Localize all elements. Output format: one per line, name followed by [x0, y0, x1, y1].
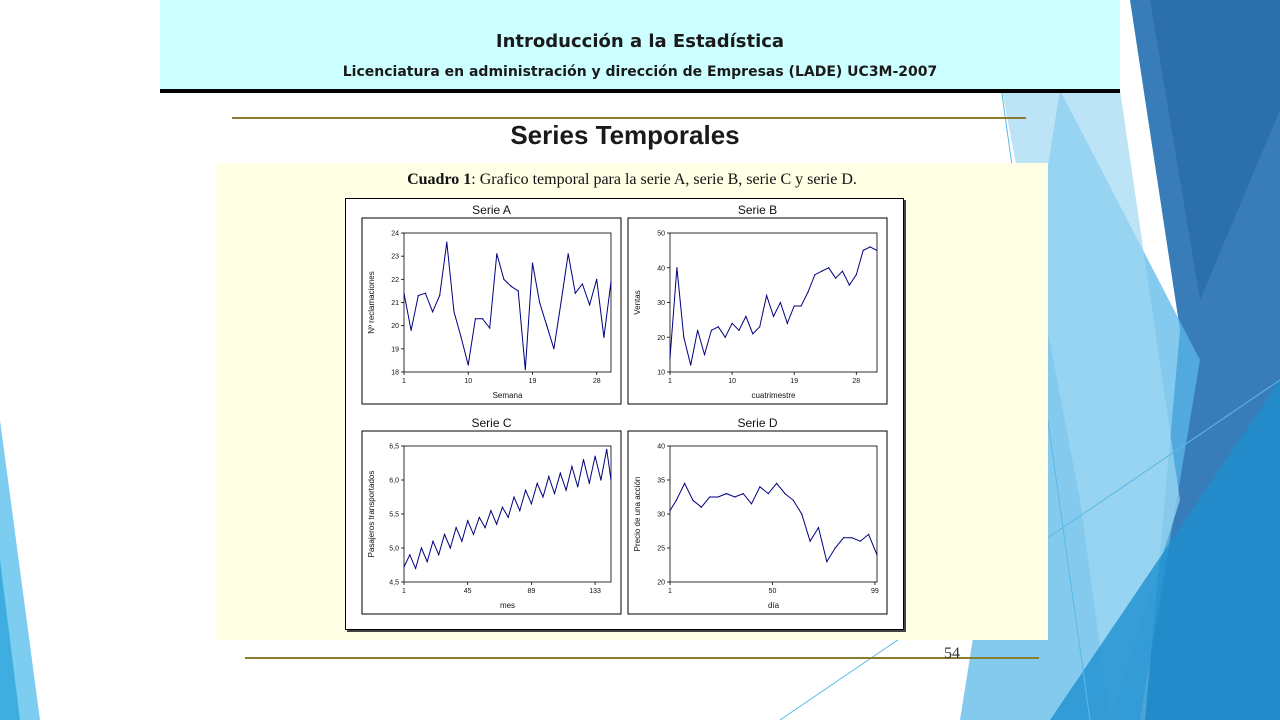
x-axis-label: mes — [499, 601, 516, 610]
data-point — [692, 500, 693, 501]
data-point — [780, 302, 781, 303]
data-point — [589, 304, 590, 305]
data-point — [575, 293, 576, 294]
chart-frame — [362, 431, 621, 614]
data-point — [709, 496, 710, 497]
data-point — [745, 316, 746, 317]
data-point — [577, 486, 578, 487]
data-point — [496, 253, 497, 254]
data-point — [851, 537, 852, 538]
data-point — [870, 246, 871, 247]
chart-frame — [628, 431, 887, 614]
x-tick-label: 10 — [464, 378, 473, 385]
data-point — [525, 369, 526, 370]
data-point — [513, 496, 514, 497]
y-tick-label: 30 — [657, 511, 665, 519]
data-point — [582, 283, 583, 284]
data-point — [856, 274, 857, 275]
data-point — [793, 500, 794, 501]
data-point — [473, 534, 474, 535]
y-tick-label: 5,0 — [389, 545, 399, 553]
data-point — [532, 263, 533, 264]
data-point — [768, 493, 769, 494]
data-point — [583, 459, 584, 460]
slide-header — [160, 0, 1120, 93]
x-tick-label: 1 — [668, 588, 672, 595]
data-point — [863, 250, 864, 251]
y-tick-label: 6,0 — [389, 477, 399, 485]
data-point — [518, 290, 519, 291]
data-point — [809, 541, 810, 542]
data-point — [807, 291, 808, 292]
y-tick-label: 35 — [657, 477, 665, 485]
data-point — [502, 507, 503, 508]
charts-svg — [346, 199, 903, 629]
data-point — [717, 496, 718, 497]
x-tick-label: 1 — [402, 588, 406, 595]
y-tick-label: 20 — [391, 323, 399, 331]
data-point — [596, 279, 597, 280]
data-point — [734, 496, 735, 497]
header-subtitle: Licenciatura en administración y dirección de Empresas (LADE) UC3M-2007 — [342, 64, 938, 80]
y-tick-label: 5,5 — [389, 511, 399, 519]
data-point — [548, 476, 549, 477]
data-point — [546, 325, 547, 326]
data-point — [403, 566, 404, 567]
data-point — [676, 267, 677, 268]
x-tick-label: 99 — [871, 588, 879, 595]
data-point — [876, 250, 877, 251]
chart-title: Serie D — [737, 416, 778, 430]
x-tick-label: 10 — [728, 378, 736, 385]
data-point — [589, 483, 590, 484]
data-point — [554, 493, 555, 494]
data-point — [482, 318, 483, 319]
x-tick-label: 1 — [402, 378, 406, 385]
y-axis-label: Precio de una acción — [633, 476, 642, 552]
y-tick-label: 40 — [657, 265, 665, 273]
y-axis-label: Nº reclamaciones — [367, 271, 376, 334]
data-point — [446, 242, 447, 243]
data-point — [425, 293, 426, 294]
y-tick-label: 19 — [391, 346, 399, 354]
y-tick-label: 20 — [657, 334, 665, 342]
data-point — [418, 295, 419, 296]
data-point — [868, 534, 869, 535]
data-point — [701, 507, 702, 508]
figure-panel — [216, 163, 1048, 640]
data-point — [450, 547, 451, 548]
data-point — [409, 554, 410, 555]
data-point — [828, 267, 829, 268]
data-point — [835, 278, 836, 279]
data-point — [676, 500, 677, 501]
data-point — [603, 337, 604, 338]
data-point — [444, 534, 445, 535]
data-point — [690, 364, 691, 365]
data-point — [453, 311, 454, 312]
data-point — [537, 483, 538, 484]
y-tick-label: 21 — [391, 300, 399, 307]
caption-label: Cuadro 1 — [407, 171, 472, 188]
data-point — [566, 490, 567, 491]
data-point — [743, 493, 744, 494]
data-point — [503, 279, 504, 280]
chart-figure — [345, 198, 904, 630]
y-tick-label: 40 — [657, 443, 665, 451]
data-point — [594, 456, 595, 457]
data-point — [553, 348, 554, 349]
data-point — [726, 493, 727, 494]
figure-caption — [216, 171, 1048, 189]
x-tick-label: 28 — [592, 378, 601, 385]
x-axis-label: Semana — [492, 391, 523, 400]
data-point — [759, 486, 760, 487]
data-point — [835, 547, 836, 548]
x-tick-label: 89 — [527, 588, 536, 595]
data-point — [519, 510, 520, 511]
data-point — [461, 541, 462, 542]
x-tick-label: 19 — [790, 378, 799, 385]
data-point — [461, 337, 462, 338]
data-point — [787, 323, 788, 324]
data-point — [876, 554, 877, 555]
data-point — [766, 295, 767, 296]
y-tick-label: 20 — [657, 579, 665, 587]
caption-text: : Grafico temporal para la serie A, serie B, serie C y serie D. — [471, 171, 857, 188]
bottom-divider — [245, 657, 1039, 659]
data-point — [773, 316, 774, 317]
y-tick-label: 25 — [657, 545, 665, 553]
data-point — [539, 302, 540, 303]
data-point — [531, 503, 532, 504]
data-point — [432, 311, 433, 312]
y-tick-label: 30 — [657, 300, 665, 307]
chart-title: Serie B — [737, 203, 778, 217]
data-point — [801, 305, 802, 306]
data-point — [415, 568, 416, 569]
data-point — [475, 318, 476, 319]
data-point — [751, 503, 752, 504]
data-point — [843, 537, 844, 538]
data-point — [432, 541, 433, 542]
x-tick-label: 1 — [668, 378, 672, 385]
data-point — [468, 364, 469, 365]
data-point — [525, 490, 526, 491]
data-point — [496, 524, 497, 525]
data-point — [738, 330, 739, 331]
data-point — [600, 479, 601, 480]
y-tick-label: 22 — [391, 276, 399, 284]
data-point — [711, 330, 712, 331]
x-tick-label: 133 — [589, 588, 601, 595]
data-point — [860, 541, 861, 542]
x-axis-label: día — [767, 601, 780, 610]
y-tick-label: 6,5 — [389, 443, 399, 451]
data-point — [718, 326, 719, 327]
data-point — [479, 517, 480, 518]
data-point — [490, 510, 491, 511]
x-tick-label: 19 — [528, 378, 537, 385]
y-axis-label: Pasajeros transportados — [367, 470, 376, 558]
data-point — [684, 483, 685, 484]
y-tick-label: 4,5 — [389, 579, 399, 587]
data-point — [484, 527, 485, 528]
data-point — [411, 330, 412, 331]
x-tick-label: 50 — [768, 588, 777, 595]
data-point — [732, 323, 733, 324]
data-point — [826, 561, 827, 562]
data-point — [489, 327, 490, 328]
data-point — [421, 547, 422, 548]
x-tick-label: 28 — [852, 378, 861, 385]
data-point — [439, 295, 440, 296]
data-point — [610, 281, 611, 282]
header-title: Introducción a la Estadística — [495, 31, 785, 52]
data-point — [752, 333, 753, 334]
y-axis-label: Ventas — [633, 290, 642, 315]
data-point — [508, 517, 509, 518]
data-point — [610, 479, 611, 480]
data-point — [818, 527, 819, 528]
chart-title: Serie A — [472, 203, 511, 217]
data-point — [560, 473, 561, 474]
data-point — [759, 326, 760, 327]
data-point — [456, 527, 457, 528]
data-point — [669, 358, 670, 359]
data-point — [725, 337, 726, 338]
data-point — [571, 466, 572, 467]
data-point — [776, 483, 777, 484]
data-point — [704, 354, 705, 355]
data-point — [560, 302, 561, 303]
page-number: 54 — [944, 645, 960, 662]
data-point — [438, 554, 439, 555]
data-point — [467, 520, 468, 521]
data-point — [683, 337, 684, 338]
data-point — [814, 274, 815, 275]
data-point — [794, 305, 795, 306]
data-point — [784, 493, 785, 494]
data-point — [669, 510, 670, 511]
chart-frame — [628, 218, 887, 404]
y-tick-label: 50 — [657, 230, 665, 238]
data-point — [542, 496, 543, 497]
data-point — [821, 271, 822, 272]
data-point — [568, 253, 569, 254]
y-tick-label: 10 — [657, 369, 665, 377]
data-point — [801, 513, 802, 514]
y-tick-label: 23 — [391, 253, 399, 261]
x-tick-label: 45 — [463, 588, 472, 595]
data-point — [842, 271, 843, 272]
top-divider — [232, 117, 1026, 119]
data-point — [510, 286, 511, 287]
y-tick-label: 24 — [391, 230, 399, 238]
chart-title: Serie C — [471, 416, 512, 430]
data-point — [403, 293, 404, 294]
slide-title: Series Temporales — [510, 120, 740, 150]
y-tick-label: 18 — [391, 369, 399, 377]
data-point — [606, 449, 607, 450]
data-point — [849, 285, 850, 286]
data-point — [427, 561, 428, 562]
data-point — [697, 330, 698, 331]
x-axis-label: cuatrimestre — [751, 391, 796, 400]
